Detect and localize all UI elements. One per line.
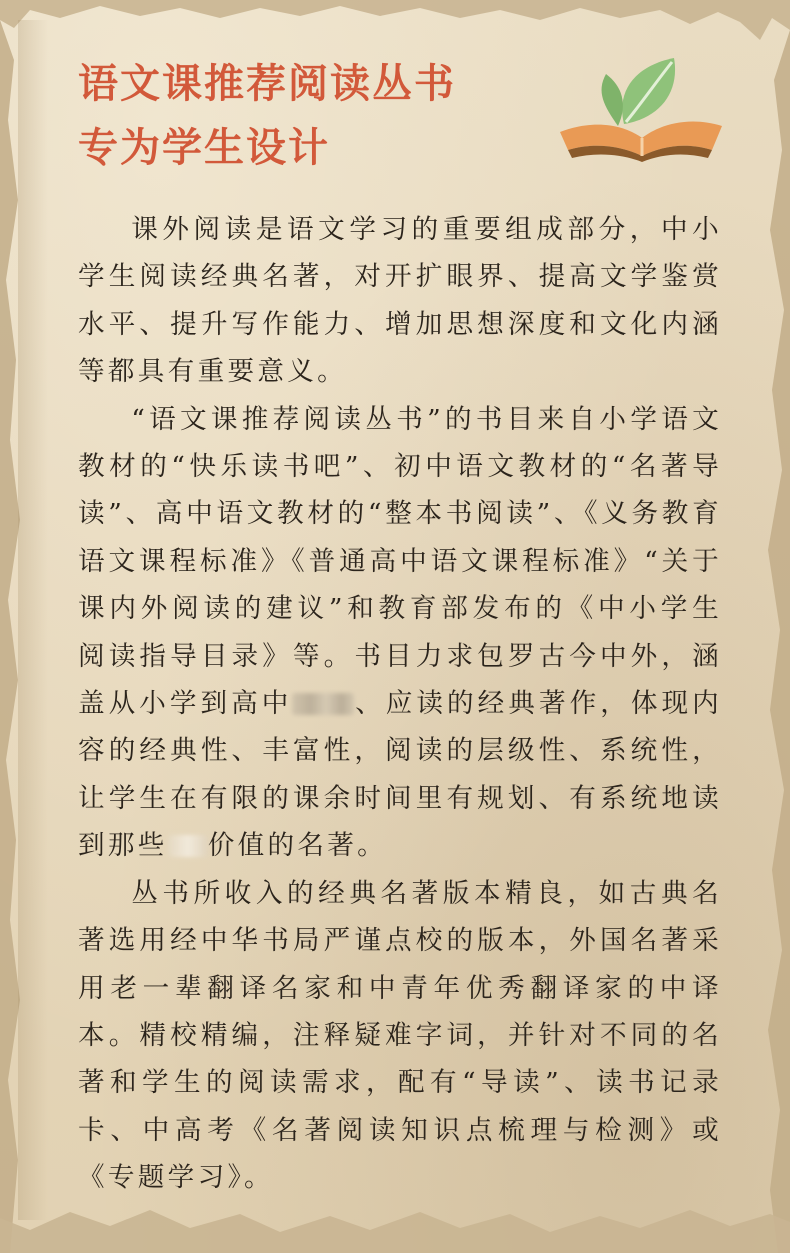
paragraph-2-part-c: 价值的名著。 [207,830,388,862]
paragraph-1: 课外阅读是语文学习的重要组成部分，中小学生阅读经典名著，对开扩眼界、提高文学鉴赏水平、提升写作能力、增加思想深度和文化内涵等都具有重要意义。 [78,214,722,388]
blurred-text-redaction-2 [168,835,208,857]
blurred-text-redaction [292,693,354,715]
title-line-1: 语文课推荐阅读丛书 [78,60,456,107]
article-body [78,206,722,1202]
book-with-leaves-icon [556,52,726,162]
page-title [78,52,538,180]
paragraph-3: 丛书所收入的经典名著版本精良，如古典名著选用经中华书局严谨点校的版本，外国名著采用老一辈翻译名家和中青年优秀翻译家的中译本。精校精编，注释疑难字词，并针对不同的名著和学生的阅读需求，配有“导读”、读书记录卡、中高考《名著阅读知识点梳理与检测》或《专题学习》。 [78,877,722,1194]
paragraph-2-part-a: “语文课推荐阅读丛书”的书目来自小学语文教材的“快乐读书吧”、初中语文教材的“名著导读”、高中语文教材的“整本书阅读”、《义务教育语文课程标准》《普通高中语文课程标准》“关于课内外阅读的建议”和教育部发布的《中小学生阅读指导目录》等。书目力求包罗古今中外，涵盖从小学到高中 [78,403,722,720]
paragraph-2 [78,396,722,870]
title-line-2: 专为学生设计 [78,124,330,171]
paragraph-2-part-b: 、应读的经典著作，体现内容的经典性、丰富性，阅读的层级性、系统性，让学生在有限的课余时间里有规划、有系统地读到那些 [78,688,722,862]
